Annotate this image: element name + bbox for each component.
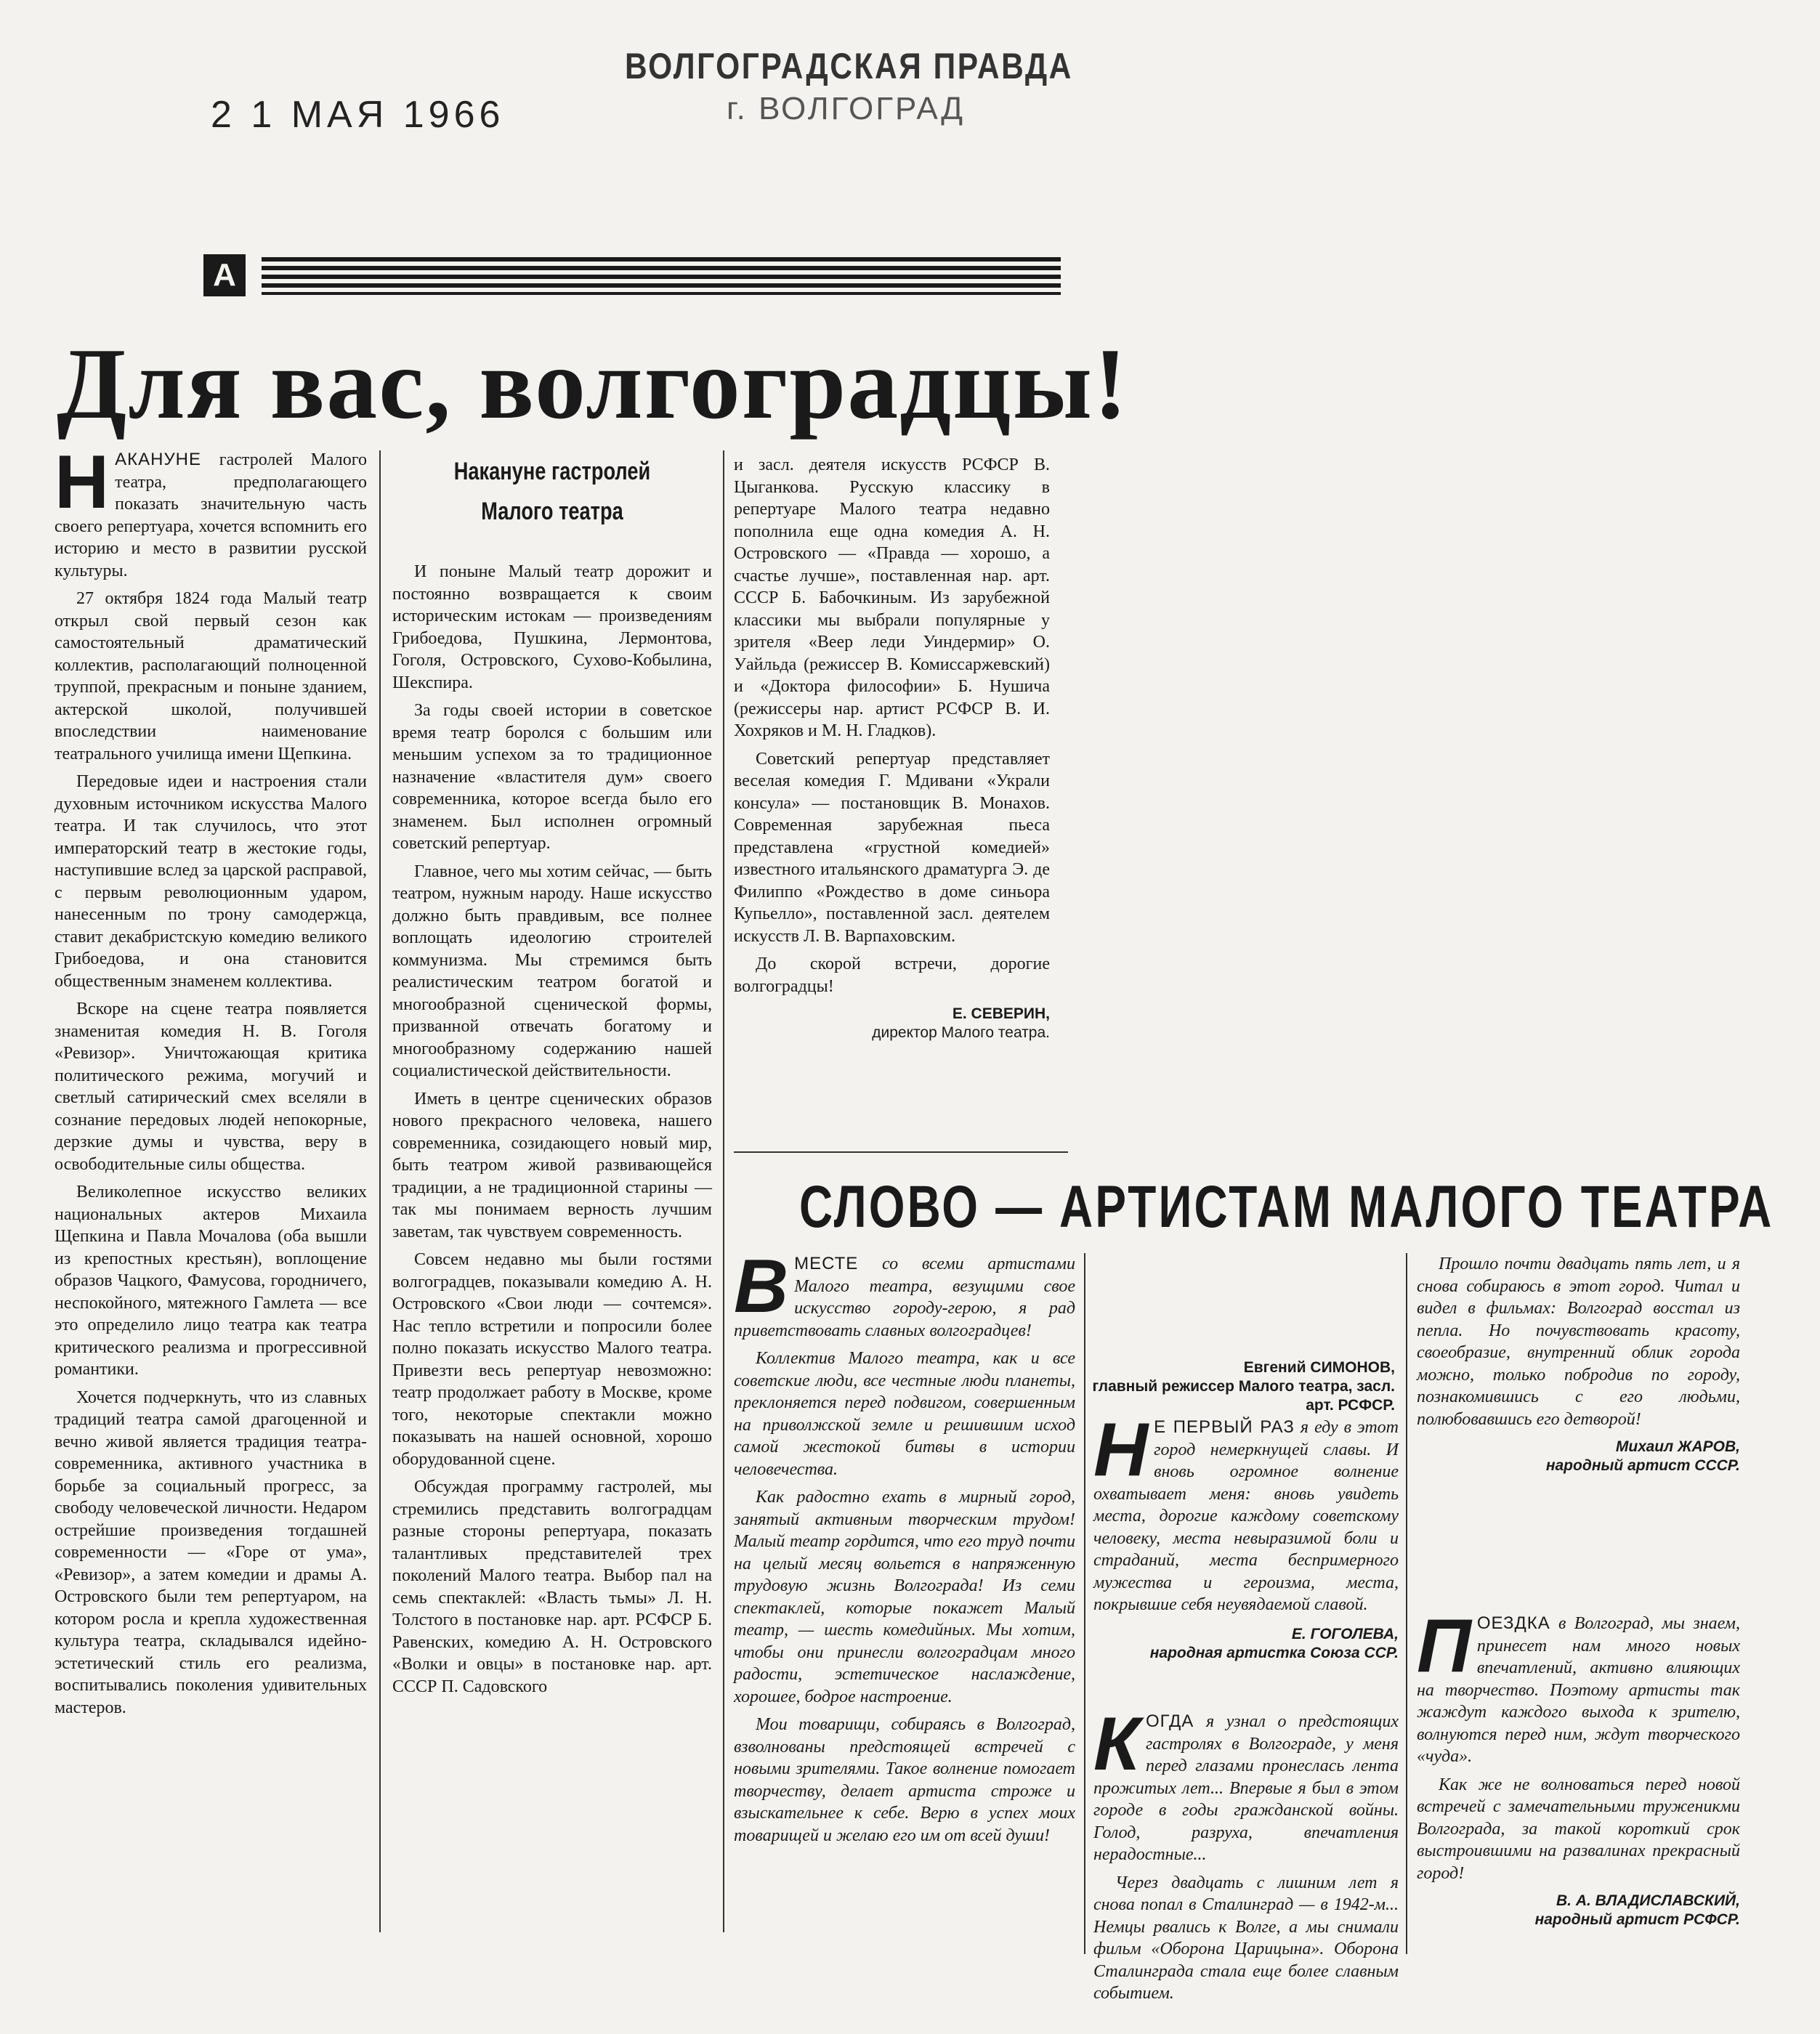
vladislavsky-column [1417,1604,1740,1929]
rubric-bar [203,254,1061,298]
lead-paragraph [1093,1408,1399,1616]
article1-column2 [392,561,712,1937]
lead-caps: МЕСТЕ [794,1254,859,1273]
lead-paragraph [54,440,367,582]
paragraph: Советский репертуар представляет веселая комедия Г. Мдивани «Украли консула» — постановщик В. Монахов. Современная зарубежная пьеса представлена «грустной комедией» известного итальянского драматурга Э. де Филиппо «Рождество в доме синьора Купьелло», поставленной засл. деятелем искусств Л. В. Варпаховским. [734,749,1050,946]
lead-paragraph [1093,1702,1399,1866]
subheading-line: Накануне гастролей [453,458,651,485]
lead-caps: Е ПЕРВЫЙ РАЗ [1154,1417,1295,1437]
subheading [392,458,712,526]
paragraph: Великолепное искусство великих национальных актеров Михаила Щепкина и Павла Мочалова (оба вышли из крепостных крестьян), воплощение образов Чацкого, Фамусова, городничего, неспокойного, мятежного Гамлета — все это определило лицо театра как театра критического реализма и прогрессивной романтики. [54,1183,367,1379]
paragraph: 27 октября 1824 года Малый театр открыл свой первый сезон как самостоятельный драматический коллектив, располагающий полноценной труппой, прекрасным и поныне зданием, актерской школой, получившей впоследствии наименование театрального училища имени Щепкина. [54,589,367,763]
lead-text: я еду в этот город немеркнущей славы. И вновь огромное волнение охватывает меня: вновь увидеть места, дорогие каждому советскому человеку, места невыразимой боли и страданий, места беспримерного мужества и героизма, места, покрывшие себя неувядаемой славой. [1093,1418,1399,1614]
lead-text: в Волгоград, мы знаем, принесет нам много новых впечатлений, активно влияющих на творчество. Поэтому артисты так жаждут каждого выхода к зрителю, волнуются перед ним, ждут творческого «чуда». [1417,1614,1740,1766]
dropcap: В [734,1244,789,1329]
lead-text: я узнал о предстоящих гастролях в Волгограде, у меня перед глазами пронеслась лента прожитых лет... Впервые я был в этом городе в годы гражданской войны. Голод, разруха, впечатления нерадостные... [1093,1712,1399,1864]
author-title: народный артист РСФСР. [1534,1911,1740,1928]
author-title: народный артист СССР. [1545,1457,1740,1474]
newspaper-name-stamp: ВОЛГОГРАДСКАЯ ПРАВДА [625,46,1073,86]
lead-caps: ОЕЗДКА [1476,1613,1550,1633]
column-rule [1406,1253,1407,1954]
article1-column3 [734,454,1050,1042]
paragraph: За годы своей истории в советское время театр боролся с большим или меньшим успехом за то традиционное назначение «властителя дум» своего современника, которое всегда было его знаменем. Был исполнен огромный советский репертуар. [392,701,712,853]
dropcap: П [1417,1604,1471,1688]
rubric-letter: А [203,254,246,296]
author-name: Е. ГОГОЛЕВА, [1291,1625,1399,1642]
paragraph: Главное, чего мы хотим сейчас, — быть театром, нужным народу. Наше искусство должно быть правдивым, все полнее воплощать идеологию строителей коммунизма. Мы стремимся быть реалистическим театром богатой и многообразной сценической формы, призванной отвечать богатому и многообразному содержанию нашей социалистической действительности. [392,862,712,1080]
paragraph: И поныне Малый театр дорожит и постоянно возвращается к своим историческим истокам — произведениям Грибоедова, Пушкина, Лермонтова, Гоголя, Островского, Сухово-Кобылина, Шекспира. [392,562,712,692]
section-headline: СЛОВО — АРТИСТАМ МАЛОГО ТЕАТРА [799,1174,1774,1240]
paragraph: Коллектив Малого театра, как и все советские люди, все честные люди планеты, преклоняется перед подвигом, совершенным на приволжской земле и решившим исход самой жестокой битвы в истории человечества. [734,1349,1075,1479]
lead-caps: АКАНУНЕ [115,450,202,469]
lead-text: гастролей Малого театра, предполагающего показать значительную часть своего репертуара, хочется вспомнить его историю и место в развитии русской культуры. [54,450,367,580]
simonov-signature [1075,1358,1395,1415]
lead-paragraph [734,1244,1075,1342]
author-title: директор Малого театра. [872,1024,1050,1041]
paragraph: Хочется подчеркнуть, что из славных традиций театра самой драгоценной и вечно живой является традиция театра-современника, активного участника в борьбе за социальный прогресс, за свободу человеческой личности. Недаром острейшие произведения тогдашней современности — «Горе от ума», «Ревизор», а затем комедии и драмы А. Островского были тем репертуаром, на котором росла и крепла художественная культура театра, складывался идейно-эстетический стиль его реализма, воспитывались поколения удивительных мастеров. [54,1387,367,1717]
author-name: В. А. ВЛАДИСЛАВСКИЙ, [1556,1892,1740,1909]
lead-caps: ОГДА [1145,1711,1194,1731]
author-title: народная артистка Союза ССР. [1149,1644,1399,1661]
main-headline: Для вас, волгоградцы! [57,328,1129,440]
column-rule [723,450,724,1932]
paragraph: Иметь в центре сценических образов нового прекрасного человека, нашего современника, созидающего новый мир, быть театром живой развивающейся традиции, а не традиционной старины — так мы понимаем верность лучшим заветам, так чувствуем современность. [392,1089,712,1241]
paragraph: Через двадцать с лишним лет я снова попал в Сталинград — в 1942-м... Немцы рвались к Волге, а мы снимали фильм «Оборона Царицына». Оборона Сталинграда стала еще более славным событием. [1093,1873,1399,2003]
article1-column1 [54,440,367,1931]
paragraph: Обсуждая программу гастролей, мы стремились представить волгоградцам разные стороны репертуара, показать талантливых представителей трех поколений Малого театра. Выбор пал на семь спектаклей: «Власть тьмы» Л. Н. Толстого в постановке нар. арт. РСФСР Б. Равенских, комедию А. Н. Островского «Волки и овцы» в постановке нар. арт. СССР П. Садовского [392,1478,712,1696]
clipping-date-stamp: 2 1 МАЯ 1966 [211,94,505,136]
author-name: Михаил ЖАРОВ, [1615,1438,1740,1455]
paragraph: Как радостно ехать в мирный город, занятый активным творческим трудом! Малый театр гордится, что его труд почти на целый месяц вольется в напряженную трудовую жизнь Волгограда! Из семи спектаклей, которые покажет Малый театр, — шесть комедийных. Мы хотим, чтобы они принесли волгоградцам много радости, эстетическое наслаждение, хорошее, бодрое настроение. [734,1488,1075,1706]
paragraph: Совсем недавно мы были гостями волгоградцев, показывали комедию А. Н. Островского «Свои люди — сочтемся». Нас тепло встретили и попросили более полно показать искусство Малого театра. Привезти весь репертуар невозможно: театр продолжает работу в Москве, кроме того, некоторые спектакли можно показывать на нашей основной, хорошо оборудованной сцене. [392,1250,712,1469]
paragraph: Мои товарищи, собираясь в Волгоград, взволнованы предстоящей встречей с новыми зрителями. Такое волнение помогает творчеству, делает артиста строже и взыскательнее к себе. Верю в успех моих товарищей и желаю его им от всей души! [734,1715,1075,1845]
dropcap: Н [54,440,110,524]
paragraph: Прошло почти двадцать пять лет, и я снова собираюсь в этот город. Читал и видел в фильмах: Волгоград восстал из пепла. Но почувствовать красоту, своеобразие, внутренний облик города можно, только побродив по городу, познакомившись с его людьми, полюбовавшись его детворой! [1417,1255,1740,1429]
column-rule [379,450,381,1932]
gogoleva-column [1093,1408,1399,1663]
subheading-line: Малого театра [481,498,623,525]
paragraph: До скорой встречи, дорогие волгоградцы! [734,955,1050,996]
simonov-column [734,1244,1075,1852]
newspaper-city-stamp: г. ВОЛГОГРАД [727,91,966,126]
zharov-continuation [1417,1253,1740,1475]
dropcap: К [1093,1702,1140,1786]
author-title: главный режиссер Малого театра, засл. арт. РСФСР. [1092,1378,1395,1414]
zharov-column [1093,1702,1399,2011]
author-name: Е. СЕВЕРИН, [952,1005,1050,1022]
paragraph: и засл. деятеля искусств РСФСР В. Цыганкова. Русскую классику в репертуаре Малого театра недавно пополнила еще одна комедия А. Н. Островского — «Правда — хорошо, а счастье лучше», поставленная нар. арт. СССР Б. Бабочкиным. Из зарубежной классики мы выбрали популярные у зрителя «Веер леди Уиндермир» О. Уайльда (режиссер В. Комиссаржевский) и «Доктора философии» Б. Нушича (режиссеры нар. артист РСФСР В. И. Хохряков и М. Н. Гладков). [734,455,1050,740]
paragraph: Передовые идеи и настроения стали духовным источником искусства Малого театра. И так случилось, что этот императорский театр в жестокие годы, наступившие вслед за царской расправой, с первым революционным ударом, нанесенным по трону самодержца, ставит декабристскую комедию великого Грибоедова, и она становится общественным знаменем коллектива. [54,772,367,991]
lead-text: со всеми артистами Малого театра, везущими свое искусство городу-герою, я рад приветствовать славных волгоградцев! [734,1255,1075,1340]
rubric-lines [262,257,1061,295]
lead-paragraph [1417,1604,1740,1768]
author-name: Евгений СИМОНОВ, [1243,1359,1395,1376]
paragraph: Вскоре на сцене театра появляется знаменитая комедия Н. В. Гоголя «Ревизор». Уничтожающая критика политического режима, могучий и светлый сатирический смех вселяли в сознание передовых людей непокорные, дерзкие думы и чувства, веру в освободительные силы общества. [54,1000,367,1174]
paragraph: Как же не волноваться перед новой встречей с замечательными труженикми Волгограда, за такой короткий срок выстроившими на развалинах прекрасный город! [1417,1775,1740,1883]
dropcap: Н [1093,1408,1149,1492]
section-rule [734,1151,1068,1153]
